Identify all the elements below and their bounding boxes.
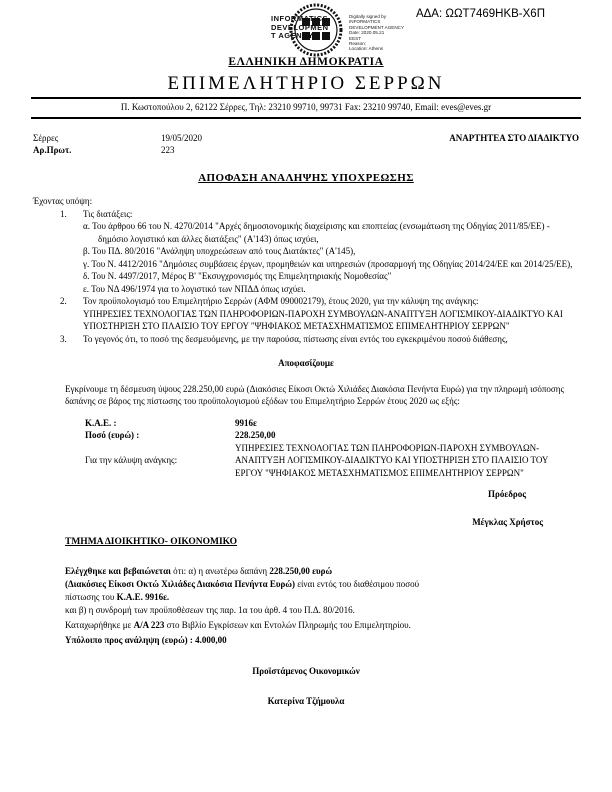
stamp-agency-line: INFORMATICS (271, 14, 329, 23)
considering-list (33, 208, 579, 346)
department-heading: ΤΜΗΜΑ ΔΙΟΙΚΗΤΙΚΟ- ΟΙΚΟΝΟΜΙΚΟ (65, 537, 238, 547)
president-title: Πρόεδρος (488, 489, 526, 499)
subitem-letter: γ. (83, 258, 90, 269)
audit-text: Καταχωρήθηκε με (65, 619, 134, 630)
ada-code: ΑΔΑ: ΩΩΤ7469ΗΚΒ-Χ6Π (415, 8, 545, 20)
kae-row (85, 417, 579, 430)
kae-code-label: Κ.Α.Ε. : (85, 417, 117, 428)
list-item (60, 295, 579, 333)
signature-line: Digitally signed by (349, 14, 387, 19)
document-title: ΑΠΟΦΑΣΗ ΑΝΑΛΗΨΗΣ ΥΠΟΧΡΕΩΣΗΣ (198, 171, 414, 184)
audit-text: και β) η συνδρομή των προϋποθέσεων της παρ. 1α του άρθ. 4 του Π.Δ. 80/2016. (65, 604, 355, 615)
audit-line (65, 619, 579, 632)
decision-heading: Αποφασίζουμε (278, 358, 334, 368)
considering-intro: Έχοντας υπόψη: (33, 196, 93, 206)
document-body (33, 132, 579, 708)
list-item-text: Τις διατάξεις: (83, 208, 133, 219)
audit-text: πίστωσης του (65, 591, 117, 602)
audit-text: είναι εντός του διαθέσιμου ποσού (294, 578, 420, 589)
list-item-number: 1. (60, 208, 67, 219)
audit-text: (Διακόσιες Είκοσι Οκτώ Χιλιάδες Διακόσια Πενήντα Ευρώ) (65, 578, 295, 589)
signature-line: DEVELOPMENT AGENCY (349, 24, 405, 30)
list-item-number: 3. (60, 333, 67, 344)
protocol-label: Αρ.Πρωτ. (33, 145, 72, 155)
audit-line (65, 604, 579, 617)
audit-text: Α/Α 223 (133, 619, 165, 630)
audit-block (65, 565, 579, 647)
kae-row (85, 429, 579, 442)
audit-line (65, 591, 579, 604)
subitem-letter: α. (83, 221, 90, 231)
kae-row (85, 442, 579, 480)
signature-line: Reason: (349, 41, 367, 47)
president-name: Μέγκλας Χρήστος (472, 516, 543, 527)
list-item-number: 2. (60, 296, 67, 306)
subitem-text: Του άρθρου 66 του Ν. 4270/2014 "Αρχές δημοσιονομικής διαχείρισης και εποπτείας (ενσωμάτωση της Οδηγίας 2011/85/ΕΕ) - δημόσιο λογιστικό και άλλες διατάξεις" (Α'143) όπως ισχύει, (92, 221, 550, 244)
stamp-agency-line: DEVELOPMEN (271, 22, 329, 32)
document-date: 19/05/2020 (161, 132, 203, 143)
subitem-letter: δ. (83, 271, 90, 281)
amount-label: Ποσό (ευρώ) : (85, 430, 140, 440)
city-label: Σέρρες (33, 132, 59, 143)
stamp-agency-line: T AGENCY (271, 31, 314, 40)
contact-info-bar: Π. Κωστοπούλου 2, 62122 Σέρρες, Τηλ: 23210 99710, 99731 Fax: 23210 99740, Email: eves@eves.gr (31, 97, 581, 119)
list-item (60, 333, 579, 346)
signature-line: Location: Athens (349, 46, 383, 52)
decision-paragraph: Εγκρίνουμε τη δέσμευση ύψους 228.250,00 ευρώ (Διακόσιες Είκοσι Οκτώ Χιλιάδες Διακόσια Πενήντα Ευρώ) για την πληρωμή ισόποσης δαπάνης σε βάρος της πίστωσης του προϋπολογισμού εξόδων του Επιμελητήριο Σερρών έτους 2020 ως εξής: (65, 383, 565, 406)
subitem-letter: ε. (83, 283, 90, 294)
list-item-text: Το γεγονός ότι, το ποσό της δεσμευόμενης, με την παρούσα, πίστωσης είναι εντός του εγκεκριμένου ποσού διάθεσης, (83, 333, 508, 344)
finance-officer-name: Κατερίνα Τζήμουλα (267, 695, 345, 706)
amount-value: 228.250,00 (235, 430, 276, 440)
audit-text: Κ.Α.Ε. 9916ε. (116, 591, 170, 602)
protocol-number: 223 (161, 145, 175, 155)
audit-text: Ελέγχθηκε και βεβαιώνεται (65, 565, 171, 576)
remaining-balance-line: Υπόλοιπο προς ανάληψη (ευρώ) : 4.000,00 (65, 634, 227, 645)
audit-text: ότι: α) η ανωτέρω δαπάνη (170, 565, 270, 576)
need-value: ΥΠΗΡΕΣΙΕΣ ΤΕΧΝΟΛΟΓΙΑΣ ΤΩΝ ΠΛΗΡΟΦΟΡΙΩΝ-ΠΑΡΟΧΗ ΣΥΜΒΟΥΛΩΝ-ΑΝΑΠΤΥΞΗ ΛΟΓΙΣΜΙΚΟΥ-ΔΙΑΔΙΚΤΥΟ ΚΑΙ ΥΠΟΣΤΗΡΙΞΗ ΣΤΟ ΠΛΑΙΣΙΟ ΤΟΥ ΕΡΓΟΥ "ΨΗΦΙΑΚΟΣ ΜΕΤΑΣΧΗΜΑΤΙΣΜΟΣ ΕΠΙΜΕΛΗΤΗΡΙΟΥ ΣΕΡΡΩΝ" (235, 442, 549, 478)
list-item (60, 208, 579, 296)
subitem-text: Του Ν. 4497/2017, Μέρος Β' "Εκσυγχρονισμός της Επιμελητηριακής Νομοθεσίας" (91, 271, 392, 281)
list-subitem (83, 258, 579, 271)
audit-line (65, 565, 579, 578)
kae-code-value: 9916ε (235, 417, 257, 428)
list-subitem (83, 283, 579, 296)
list-item-text-continued: ΥΠΗΡΕΣΙΕΣ ΤΕΧΝΟΛΟΓΙΑΣ ΤΩΝ ΠΛΗΡΟΦΟΡΙΩΝ-ΠΑΡΟΧΗ ΣΥΜΒΟΥΛΩΝ-ΑΝΑΠΤΥΞΗ ΛΟΓΙΣΜΙΚΟΥ-ΔΙΑΔΙΚΤΥΟ ΚΑΙ ΥΠΟΣΤΗΡΙΞΗ ΣΤΟ ΠΛΑΙΣΙΟ ΤΟΥ ΕΡΓΟΥ "ΨΗΦΙΑΚΟΣ ΜΕΤΑΣΧΗΜΑΤΙΣΜΟΣ ΕΠΙΜΕΛΗΤΗΡΙΟΥ ΣΕΡΡΩΝ" (83, 308, 563, 331)
meta-block (33, 132, 579, 157)
signature-line: Date: 2020.05.21 (349, 30, 385, 36)
republic-title: ΕΛΛΗΝΙΚΗ ΔΗΜΟΚΡΑΤΙΑ (228, 56, 384, 68)
audit-line (65, 578, 579, 591)
subitem-text: Του ΠΔ. 80/2016 "Ανάληψη υποχρεώσεων από τους Διατάκτες" (Α'145), (91, 246, 356, 256)
subitem-letter: β. (83, 246, 90, 256)
signature-line: INFORMATICS (349, 19, 381, 25)
subitem-text: Του Ν. 4412/2016 "Δημόσιες συμβάσεις έργων, προμηθειών και υπηρεσιών (προσαρμογή της Οδηγίας 2014/24/ΕΕ και 2014/25/ΕΕ), (91, 258, 573, 269)
audit-text: 228.250,00 ευρώ (269, 565, 333, 576)
publish-note: ΑΝΑΡΤΗΤΕΑ ΣΤΟ ΔΙΑΔΙΚΤΥΟ (449, 132, 579, 143)
subitem-text: Του ΝΔ 496/1974 για το λογιστικό των ΝΠΔΔ όπως ισχύει. (91, 283, 306, 294)
chamber-title: ΕΠΙΜΕΛΗΤΗΡΙΟ ΣΕΡΡΩΝ (167, 72, 445, 94)
signature-line: EEST (349, 35, 361, 41)
audit-text: στο Βιβλίο Εγκρίσεων και Εντολών Πληρωμής του Επιμελητηρίου. (164, 619, 411, 630)
list-subitem (83, 245, 579, 258)
list-subitem (83, 220, 579, 245)
list-subitem (83, 270, 579, 283)
need-label: Για την κάλυψη ανάγκης: (85, 455, 178, 465)
kae-table (85, 417, 579, 480)
list-item-text: Τον προϋπολογισμό του Επιμελητήριο Σερρών (ΑΦΜ 090002179), έτους 2020, για την κάλυψη της ανάγκης: (83, 296, 479, 306)
finance-officer-title: Προϊστάμενος Οικονομικών (252, 666, 360, 676)
